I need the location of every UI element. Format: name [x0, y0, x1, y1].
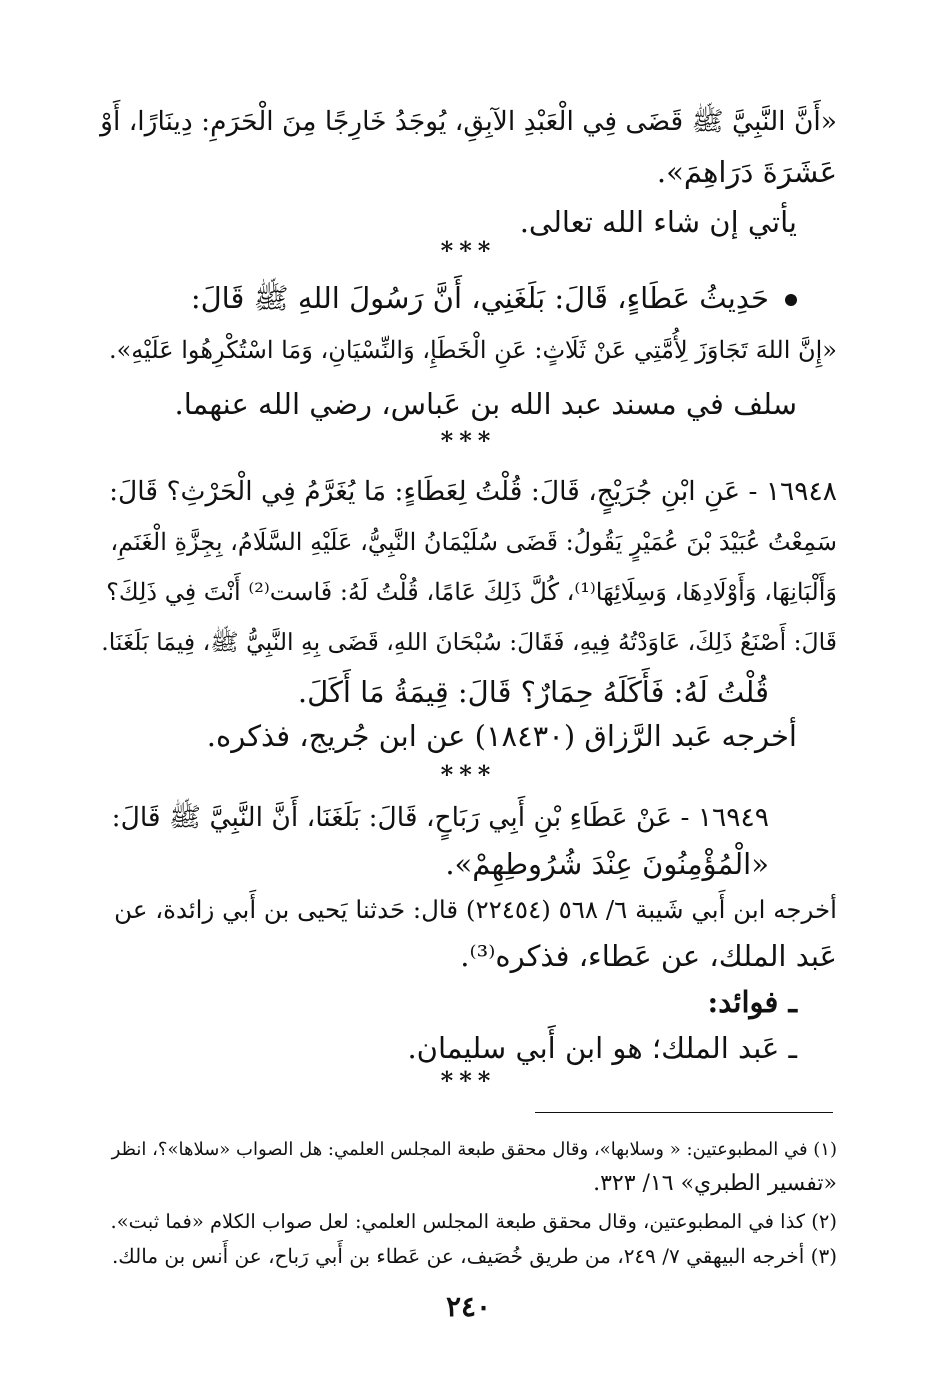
footnote: (٢) كذا في المطبوعتين، وقال محقق طبعة المجلس العلمي: لعل صواب الكلام «فما ثبت».	[110, 1210, 837, 1233]
footnote-separator	[535, 1112, 833, 1113]
text-line: قَالَ: أَصْنَعُ ذَلِكَ، عَاوَدْتُهُ فِيهِ، فَقَالَ: سُبْحَانَ اللهِ، قَضَى بِهِ النَّبِيُّ ﷺ، فِيمَا بَلَغَنَا.	[101, 628, 837, 656]
text-line: «أَنَّ النَّبِيَّ ﷺ قَضَى فِي الْعَبْدِ الآبِقِ، يُوجَدُ خَارِجًا مِنَ الْحَرَمِ: دِينَارًا، أَوْ	[100, 106, 837, 137]
bullet-icon	[785, 294, 797, 306]
text-line: يأتي إن شاء الله تعالى.	[519, 205, 797, 239]
text-line: عَبد الملك، عن عَطاء، فذكره⁽³⁾.	[460, 939, 837, 973]
text-line: «الْمُؤْمِنُونَ عِنْدَ شُرُوطِهِمْ».	[445, 847, 769, 881]
benefits-heading: ـ فوائد:	[707, 985, 797, 1019]
hadith-number-line: ١٦٩٤٩ - عَنْ عَطَاءِ بْنِ أَبِي رَبَاحٍ، قَالَ: بَلَغَنَا، أَنَّ النَّبِيَّ ﷺ قَالَ:	[111, 802, 769, 833]
footnote: (٣) أخرجه البيهقي ٧/ ٢٤٩، من طريق خُصَيف، عن عَطاء بن أَبي رَباح، عن أَنس بن مالك.	[111, 1244, 837, 1268]
section-separator-stars: ***	[440, 1066, 497, 1095]
text-line: أخرجه ابن أَبي شَيبة ٦/ ٥٦٨ (٢٢٤٥٤) قال: حَدثنا يَحيى بن أَبي زائدة، عن	[114, 895, 837, 924]
text-line: قُلْتُ لَهُ: فَأَكَلَهُ حِمَارٌ؟ قَالَ: قِيمَةُ مَا أَكَلَ.	[297, 675, 769, 709]
text-line: أخرجه عَبد الرَّزاق (١٨٤٣٠) عن ابن جُريج، فذكره.	[206, 719, 797, 753]
bullet-line	[100, 278, 797, 318]
text-line: ـ عَبد الملك؛ هو ابن أَبي سليمان.	[407, 1031, 797, 1065]
text-line: «إِنَّ اللهَ تَجَاوَزَ لِأُمَّتِي عَنْ ثَلَاثٍ: عَنِ الْخَطَإِ، وَالنِّسْيَانِ، وَمَا اسْتُكْرِهُوا عَلَيْهِ».	[108, 336, 837, 364]
section-separator-stars: ***	[440, 236, 497, 265]
footnote: (١) في المطبوعتين: « وسلابها»، وقال محقق طبعة المجلس العلمي: هل الصواب «سلاها»؟، انظر	[111, 1139, 837, 1160]
text-line: سَمِعْتُ عُبَيْدَ بْنَ عُمَيْرٍ يَقُولُ: قَضَى سُلَيْمَانُ النَّبِيُّ، عَلَيْهِ السَّلَامُ، بِجِزَّةِ الْغَنَمِ،	[110, 528, 837, 556]
text-line: وَأَلْبَانِهَا، وَأَوْلَادِهَا، وَسِلَائِهَا⁽¹⁾، كُلَّ ذَلِكَ عَامًا، قُلْتُ لَهُ: فَاست⁽²⁾ أَنْتَ فِي ذَلِكَ؟	[106, 578, 837, 606]
page-number: ٢٤٠	[445, 1290, 492, 1323]
text-line: سلف في مسند عبد الله بن عَباس، رضي الله عنهما.	[174, 387, 797, 421]
text-line: عَشَرَةَ دَرَاهِمَ».	[656, 155, 837, 189]
text-line: حَدِيثُ عَطَاءٍ، قَالَ: بَلَغَنِي، أَنَّ رَسُولَ اللهِ ﷺ قَالَ:	[190, 281, 769, 315]
section-separator-stars: ***	[440, 760, 497, 789]
section-separator-stars: ***	[440, 426, 497, 455]
hadith-number-line: ١٦٩٤٨ - عَنِ ابْنِ جُرَيْجٍ، قَالَ: قُلْتُ لِعَطَاءٍ: مَا يُغَرَّمُ فِي الْحَرْثِ؟ قَالَ:	[109, 476, 837, 507]
footnote: «تفسير الطبري» ١٦/ ٣٢٣.	[593, 1171, 837, 1196]
